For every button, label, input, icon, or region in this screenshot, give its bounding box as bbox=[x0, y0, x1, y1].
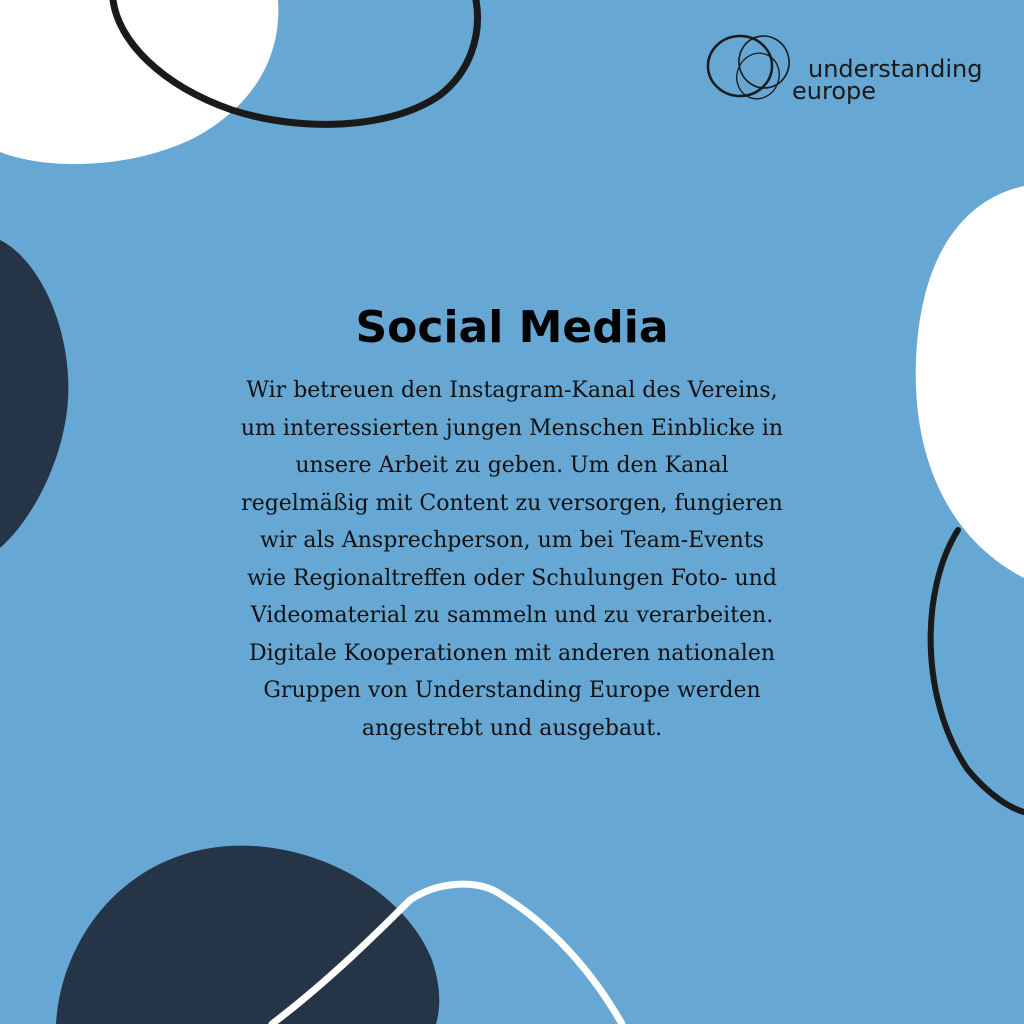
body-line: wir als Ansprechperson, um bei Team-Events bbox=[260, 528, 764, 553]
right-outline-arc bbox=[931, 530, 1024, 812]
logo-circles-icon bbox=[704, 26, 796, 106]
logo-wordmark-line1: understanding bbox=[808, 55, 983, 83]
body-line: wie Regionaltreffen oder Schulungen Foto- und bbox=[247, 565, 777, 591]
body-line: um interessierten jungen Menschen Einblicke in bbox=[240, 415, 784, 441]
body-line: unsere Arbeit zu geben. Um den Kanal bbox=[295, 453, 729, 478]
page-title: Social Media bbox=[355, 302, 669, 353]
body-line: angestrebt und ausgebaut. bbox=[361, 715, 663, 741]
body-line: Videomaterial zu sammeln und zu verarbeiten. bbox=[250, 603, 774, 628]
body-line: regelmäßig mit Content zu versorgen, fungieren bbox=[241, 490, 783, 516]
logo-wordmark-line2: europe bbox=[792, 77, 876, 105]
text-block bbox=[150, 298, 874, 747]
body-line: Digitale Kooperationen mit anderen nationalen bbox=[248, 640, 776, 666]
understanding-europe-logo bbox=[704, 26, 1004, 106]
body-paragraph bbox=[150, 372, 874, 747]
body-line: Wir betreuen den Instagram-Kanal des Vereins, bbox=[246, 378, 778, 403]
right-white-blob bbox=[916, 186, 1024, 578]
body-line: Gruppen von Understanding Europe werden bbox=[263, 678, 761, 703]
bottom-navy-blob bbox=[56, 846, 439, 1024]
left-navy-blob bbox=[0, 240, 68, 548]
top-left-white-blob bbox=[0, 0, 278, 164]
